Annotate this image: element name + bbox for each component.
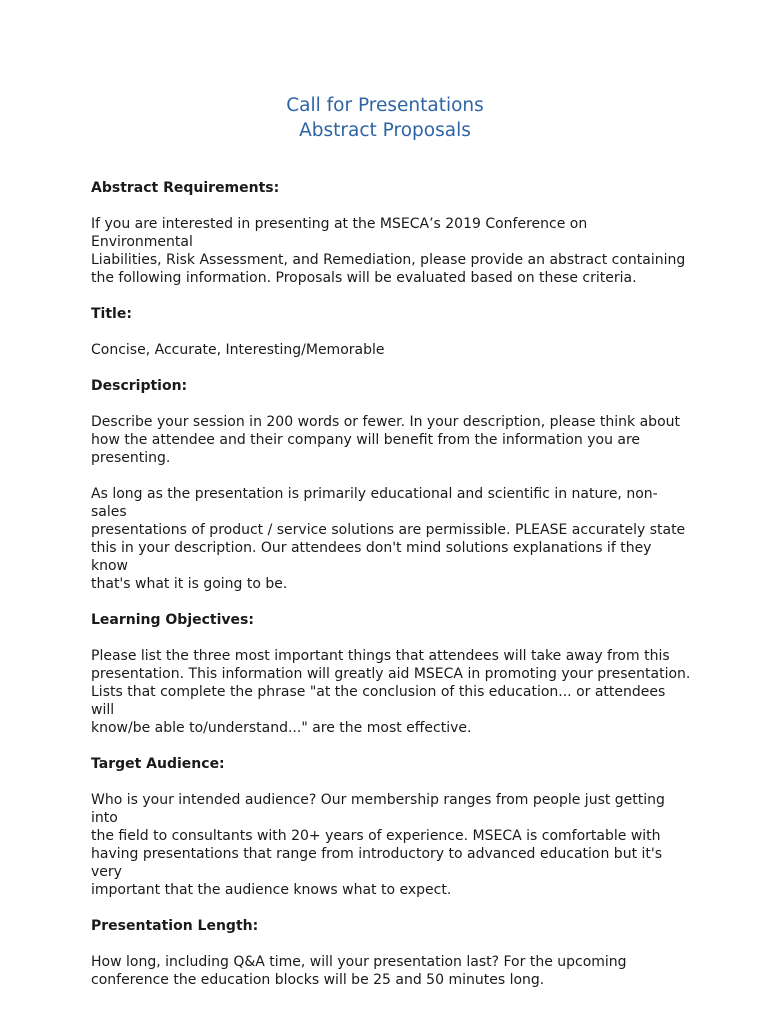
paragraph-line: Describe your session in 200 words or fewer. In your description, please think about — [91, 414, 680, 430]
paragraph-line: If you are interested in presenting at the MSECA’s 2019 Conference on Environmental — [91, 216, 588, 250]
section-heading: Learning Objectives: — [91, 612, 254, 628]
section-abstract-requirements — [91, 179, 691, 287]
paragraph-line: presentation. This information will greatly aid MSECA in promoting your presentation. — [91, 666, 691, 682]
section-title — [91, 305, 691, 359]
paragraph-line: How long, including Q&A time, will your presentation last? For the upcoming — [91, 954, 627, 970]
paragraph-line: Please list the three most important things that attendees will take away from this — [91, 648, 670, 664]
paragraph-line: that's what it is going to be. — [91, 576, 288, 592]
paragraph-line: important that the audience knows what to expect. — [91, 882, 452, 898]
paragraph-line: this in your description. Our attendees don't mind solutions explanations if they know — [91, 540, 652, 574]
title-line-1: Call for Presentations — [286, 95, 484, 116]
document-title — [91, 93, 679, 143]
paragraph-line: Who is your intended audience? Our membership ranges from people just getting into — [91, 792, 665, 826]
paragraph-line: how the attendee and their company will benefit from the information you are — [91, 432, 641, 448]
paragraph-line: Lists that complete the phrase "at the conclusion of this education... or attendees will — [91, 684, 666, 718]
paragraph-line: Concise, Accurate, Interesting/Memorable — [91, 342, 385, 358]
paragraph-line: having presentations that range from introductory to advanced education but it's very — [91, 846, 663, 880]
section-learning-objectives — [91, 611, 691, 737]
paragraph-line: know/be able to/understand..." are the most effective. — [91, 720, 472, 736]
paragraph-line: the following information. Proposals will be evaluated based on these criteria. — [91, 270, 637, 286]
section-presentation-length — [91, 917, 691, 989]
paragraph-line: conference the education blocks will be 25 and 50 minutes long. — [91, 972, 545, 988]
document-page — [91, 93, 691, 989]
paragraph-line: As long as the presentation is primarily educational and scientific in nature, non-sales — [91, 486, 658, 520]
section-heading: Target Audience: — [91, 756, 225, 772]
section-heading: Title: — [91, 306, 132, 322]
paragraph-line: presenting. — [91, 450, 171, 466]
section-heading: Presentation Length: — [91, 918, 259, 934]
section-description — [91, 377, 691, 593]
section-target-audience — [91, 755, 691, 899]
section-heading: Description: — [91, 378, 188, 394]
paragraph-line: the field to consultants with 20+ years of experience. MSECA is comfortable with — [91, 828, 661, 844]
section-heading: Abstract Requirements: — [91, 180, 280, 196]
paragraph-line: presentations of product / service solutions are permissible. PLEASE accurately state — [91, 522, 686, 538]
title-line-2: Abstract Proposals — [299, 120, 471, 141]
paragraph-line: Liabilities, Risk Assessment, and Remediation, please provide an abstract containing — [91, 252, 686, 268]
